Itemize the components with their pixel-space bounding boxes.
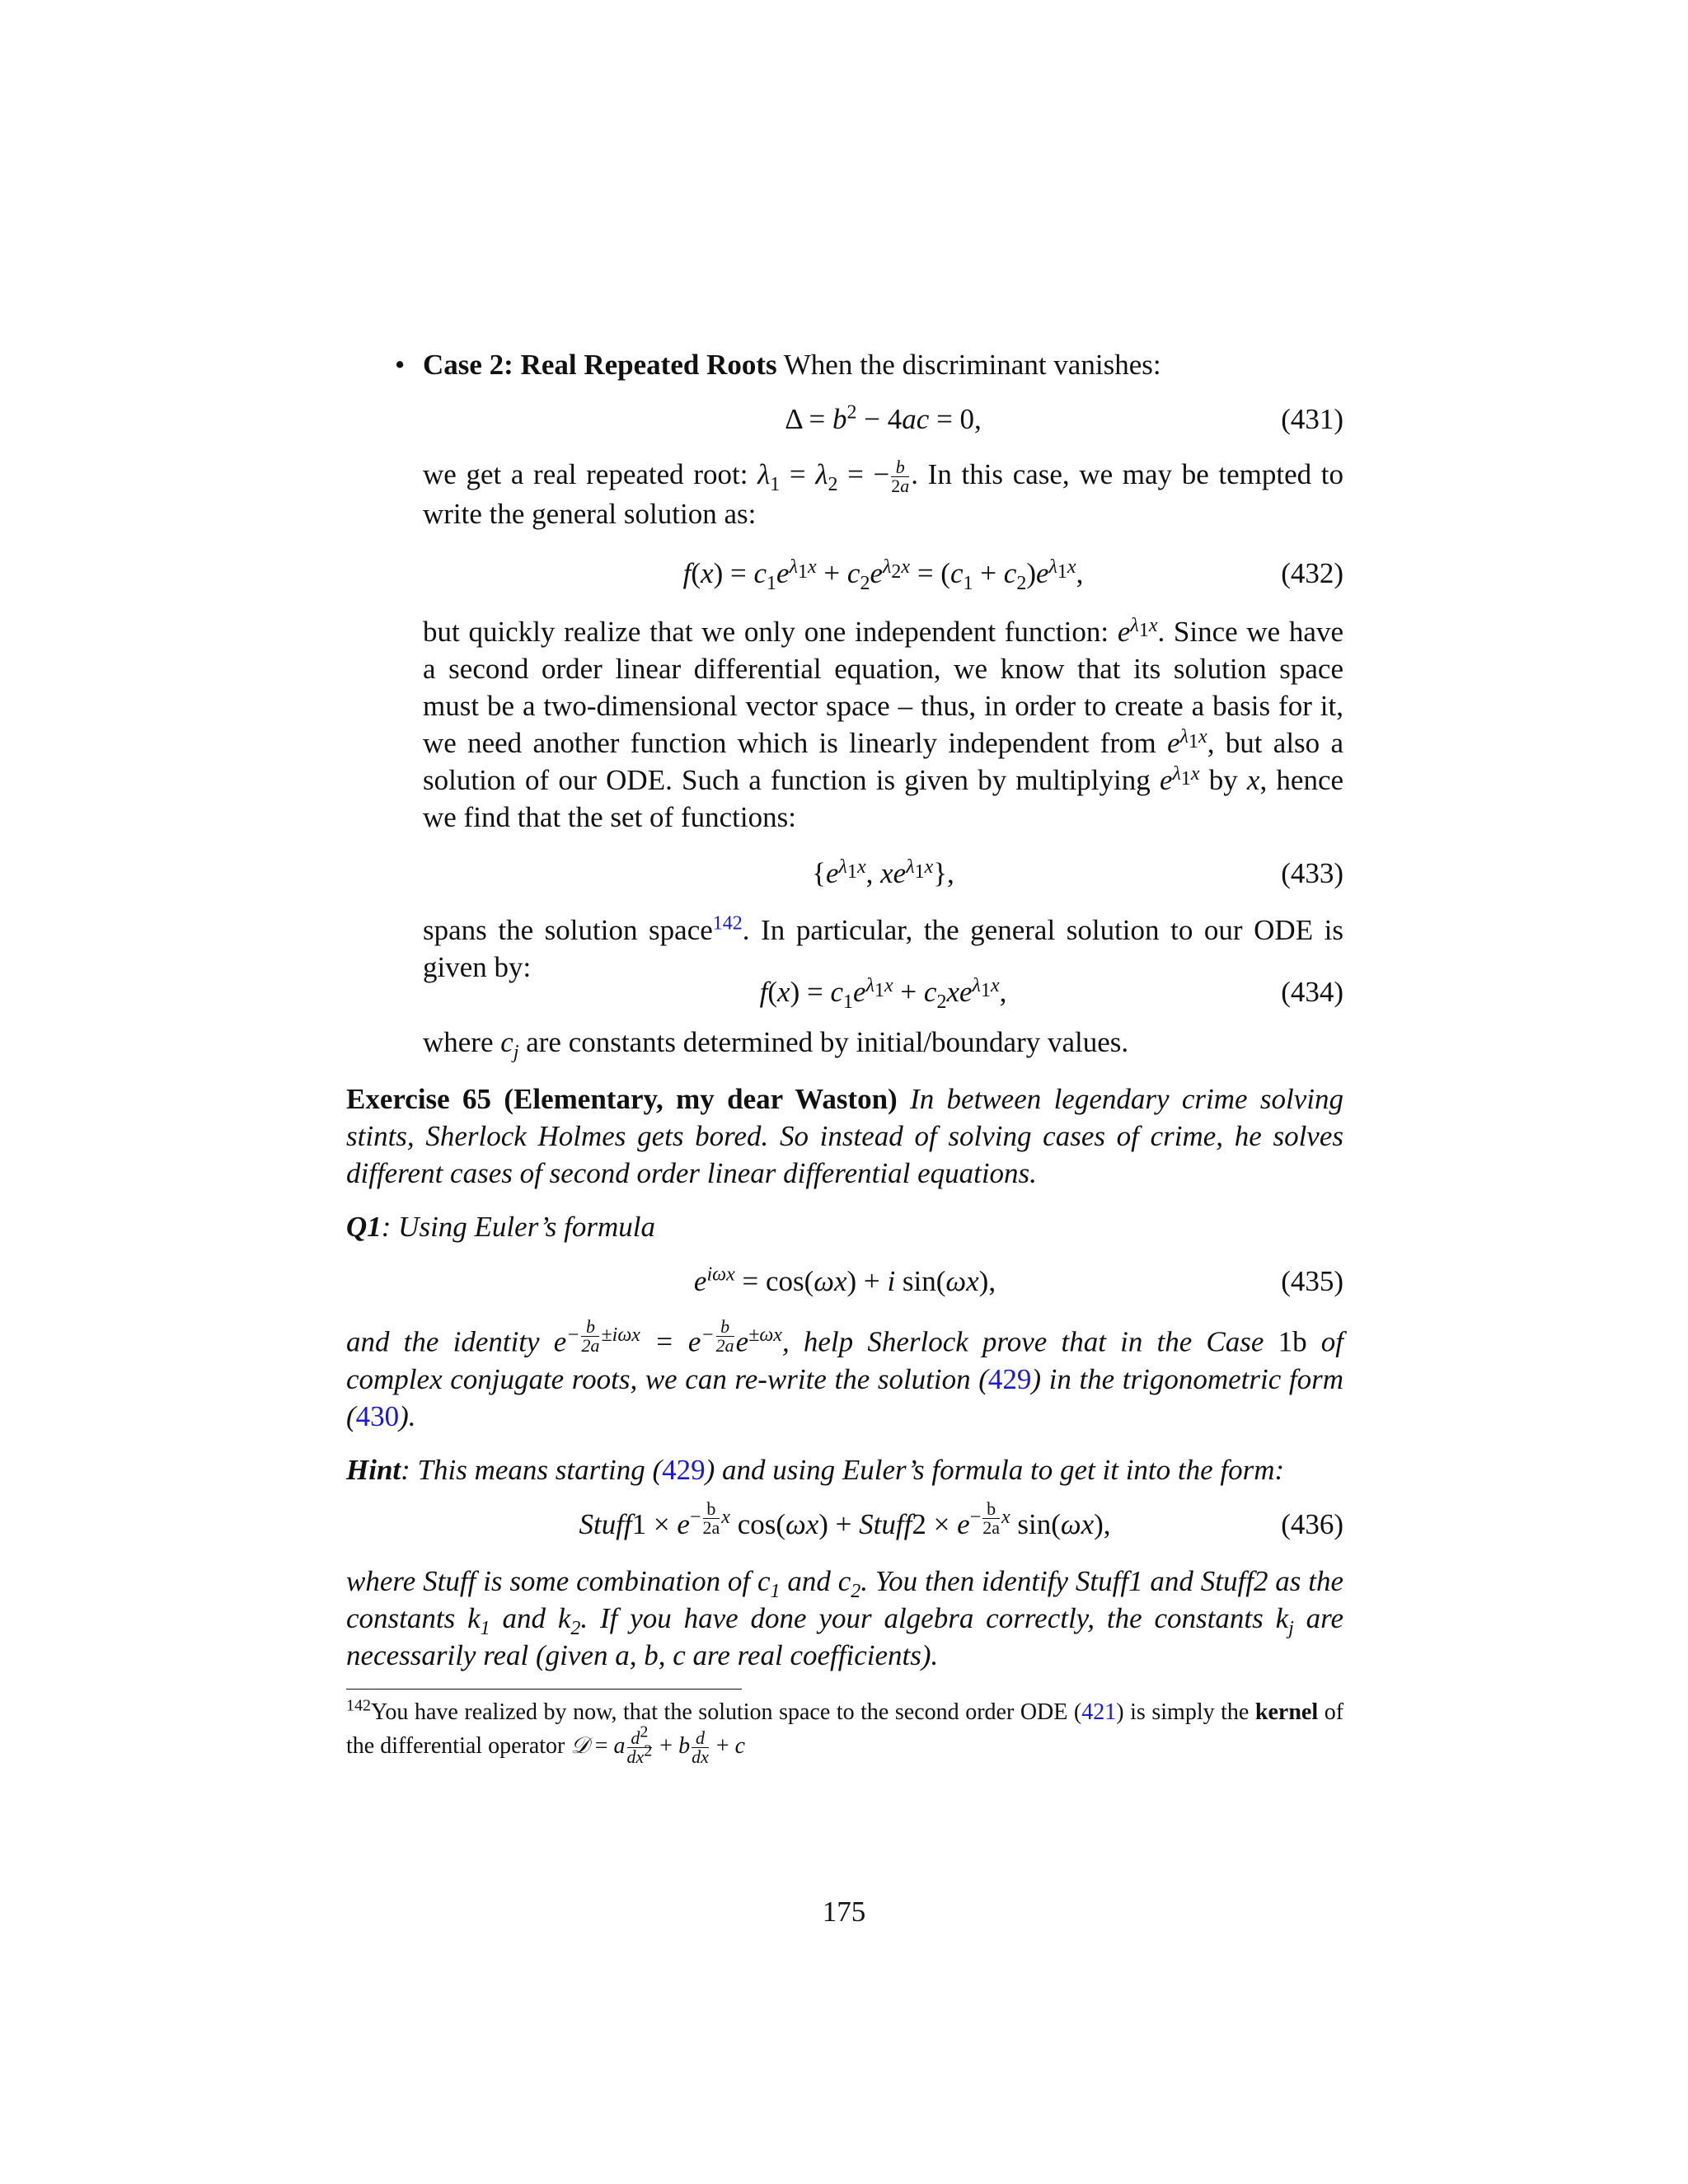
- ref-link-429-hint[interactable]: 429: [662, 1454, 706, 1487]
- case2-heading: Case 2: Real Repeated Roots: [423, 349, 777, 381]
- equation-433: {$e^{\lambda_1x}$, $xe^{\lambda_1x}$}, (433): [423, 849, 1343, 898]
- footnote-142: $^{142}$You have realized by now, that the solution space to the second order ODE (421) is simply the kernel of the differential operator 𝒟 = a $\frac{d^2}{dx^2}$ + b $\frac{d}{dx}$ + c: [346, 1696, 1344, 1768]
- equation-432: $f(x) = c_1e^{\lambda_1x} + c_2e^{\lambda_2x} = (c_1 + c_2)e^{\lambda_1x}$, (432): [423, 549, 1343, 598]
- paragraph-hint: Hint: This means starting (429) and using Euler’s formula to get it into the form:: [346, 1454, 1285, 1487]
- question-q1: Q1: Using Euler’s formula: [346, 1211, 655, 1244]
- equation-434: $f(x) = c_1e^{\lambda_1x} + c_2xe^{\lambda_1x}$, (434): [423, 968, 1343, 1017]
- equation-number: (431): [1281, 403, 1343, 435]
- exercise-text: In between legendary crime solving stints, Sherlock Holmes gets bored. So instead of solving cases of crime, he solves different cases of second order linear differential equations.: [346, 1083, 1343, 1190]
- exercise-65: [346, 1080, 1343, 1192]
- equation-431: $\Delta = b^2 - 4ac = 0$, (431): [423, 395, 1343, 444]
- paragraph-constants: where $c_j$ are constants determined by initial/boundary values.: [423, 1026, 1129, 1064]
- q1-label: Q1: [346, 1211, 382, 1244]
- equation-436: Stuff1 × $e^{- \frac{b}{2a} x}$ cos(ωx) + Stuff2 × $e^{- \frac{b}{2a} x}$ sin(ωx), (436): [346, 1500, 1343, 1549]
- equation-435: $e^{i\omega x} = \cos(\omega x) + i$ sin(ωx), (435): [346, 1257, 1343, 1306]
- paragraph-identity: and the identity $e^{- \frac{b}{2a} \pm i\omega x} = e^{- \frac{b}{2a}}$ $e^{\pm\omega x}$, help Sherlock prove that in the Case 1b of complex conjugate roots, we can re-write the solution (429) in the trigonometric form (430).: [346, 1316, 1344, 1433]
- hint-label: Hint: [346, 1454, 401, 1487]
- case2-intro: When the discriminant vanishes:: [783, 349, 1161, 381]
- equation-number: (436): [1281, 1508, 1343, 1541]
- page-content: [346, 346, 1343, 1766]
- paragraph-spans: spans the solution space$^{142}$. In particular, the general solution to our ODE is given by:: [423, 912, 1343, 984]
- ref-link-421[interactable]: 421: [1081, 1699, 1117, 1726]
- footnote-link-142[interactable]: 142: [712, 912, 743, 935]
- equation-number: (434): [1281, 976, 1343, 1009]
- ref-link-429[interactable]: 429: [987, 1363, 1032, 1396]
- equation-number: (435): [1281, 1265, 1343, 1298]
- footnote-mark: 142: [346, 1696, 371, 1715]
- paragraph-repeated-root: we get a real repeated root: $\lambda_1 = \lambda_2$ = − $\frac{b}{2a}$ . In this case, we may be tempted to write the general solution as:: [423, 457, 1343, 531]
- paragraph-basis: but quickly realize that we only one independent function: $e^{\lambda_1x}$. Since we have a second order linear differential equation, we know that its solution space must be a two-dimensional vector space – thus, in order to create a basis for it, we need another function which is linearly independent from $e^{\lambda_1x}$, but also a solution of our ODE. Such a function is given by multiplying $e^{\lambda_1x}$ by x, hence we find that the set of functions:: [423, 614, 1344, 834]
- equation-number: (433): [1281, 857, 1343, 890]
- ref-link-430[interactable]: 430: [355, 1400, 400, 1433]
- exercise-title: Exercise 65 (Elementary, my dear Waston): [346, 1083, 898, 1116]
- equation-number: (432): [1281, 557, 1343, 590]
- page-number: 175: [822, 1896, 866, 1928]
- bullet-icon: •: [395, 349, 406, 381]
- paragraph-stuff: where Stuff is some combination of $c_1$ and $c_2$. You then identify Stuff1 and Stuff2 as the constants $k_1$ and $k_2$. If you have done your algebra correctly, the constants $k_j$ are necessarily real (given a, b, c are real coefficients).: [346, 1565, 1344, 1672]
- case2-bullet: [395, 346, 1343, 383]
- footnote-rule: [346, 1689, 742, 1690]
